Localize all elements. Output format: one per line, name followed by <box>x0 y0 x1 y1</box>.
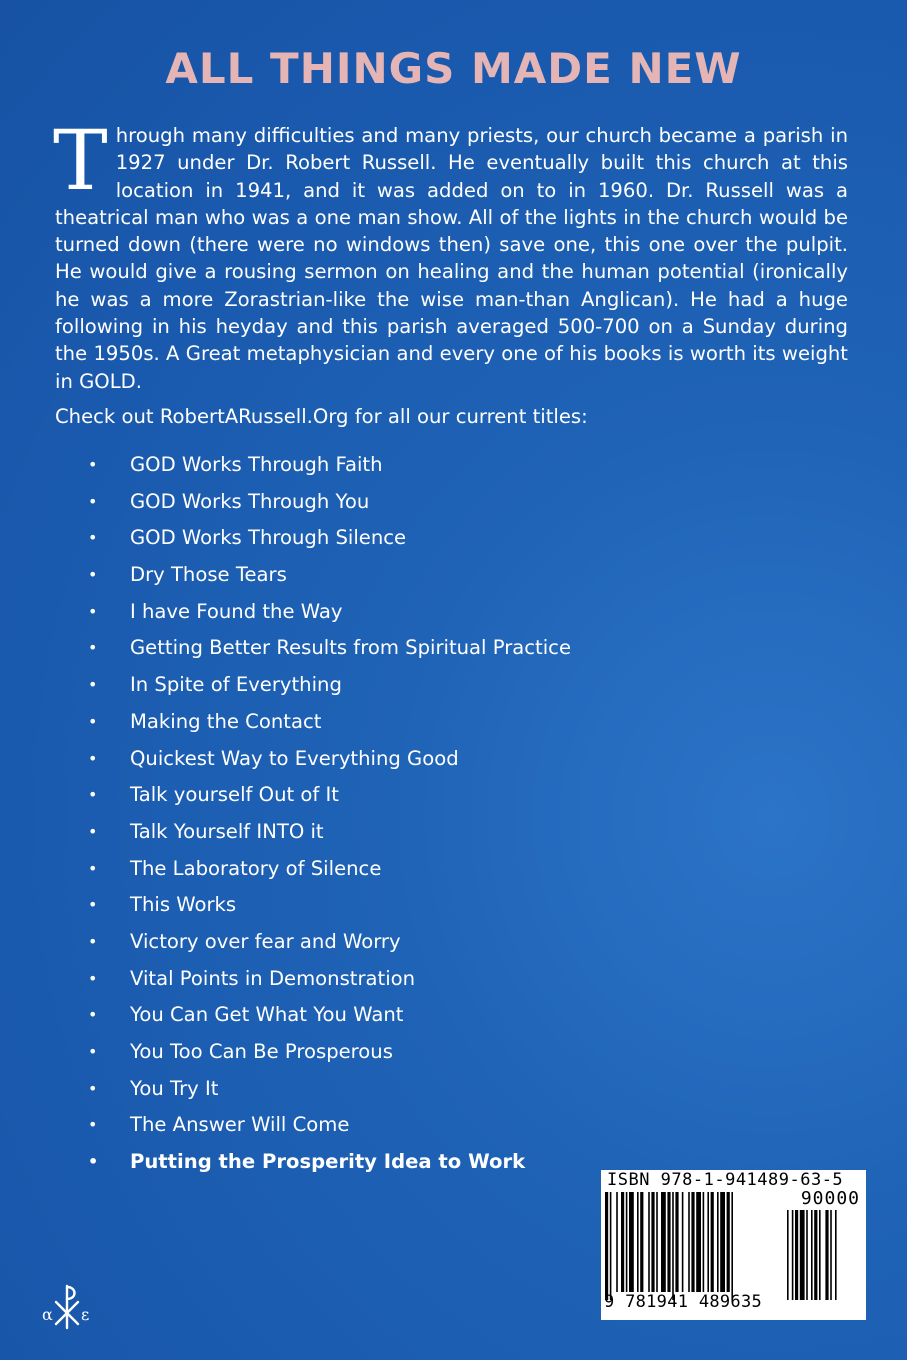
cover-title: ALL THINGS MADE NEW <box>165 44 742 93</box>
book-title-item <box>88 1034 571 1071</box>
svg-text:α: α <box>42 1305 53 1324</box>
book-title-item <box>88 851 571 888</box>
book-title-label: Talk yourself Out of It <box>130 783 339 807</box>
book-title-item <box>88 1144 571 1181</box>
bullet-icon: • <box>88 1078 98 1098</box>
book-title-item <box>88 961 571 998</box>
bullet-icon: • <box>88 748 98 768</box>
book-title-item <box>88 594 571 631</box>
book-title-item <box>88 630 571 667</box>
book-title-item <box>88 997 571 1034</box>
book-title-item <box>88 1071 571 1108</box>
drop-cap: T <box>53 114 108 209</box>
book-title-label: Quickest Way to Everything Good <box>130 746 459 770</box>
book-title-label: Putting the Prosperity Idea to Work <box>130 1150 526 1174</box>
book-title-label: Victory over fear and Worry <box>130 929 401 953</box>
book-title-label: Getting Better Results from Spiritual Practice <box>130 636 571 660</box>
intro-text: hrough many difficulties and many priests, our church became a parish in 1927 under Dr. Robert Russell. He eventually built this church at this location in 1941, and it was added on to in 1960. Dr. Russell was a theatrical man who was a one man show. All of the lights in the church would be turned down (there were no windows then) save one, this one over the pulpit. He would give a rousing sermon on healing and the human potential (ironically he was a more Zorastrian-like the wise man-than Anglican). He had a huge following in his heyday and this parish averaged 500-700 on a Sunday during the 1950s. A Great metaphysician and every one of his books is worth its weight in GOLD. <box>55 124 848 393</box>
book-title-label: In Spite of Everything <box>130 673 342 697</box>
book-title-item <box>88 777 571 814</box>
svg-text:ε: ε <box>81 1305 90 1324</box>
barcode-number: 9 781941 489635 <box>604 1292 763 1312</box>
barcode-addon-number: 90000 <box>800 1188 860 1209</box>
book-title-item <box>88 704 571 741</box>
bullet-icon: • <box>88 638 98 658</box>
bullet-icon: • <box>88 528 98 548</box>
book-title-item <box>88 741 571 778</box>
bullet-icon: • <box>88 601 98 621</box>
book-title-label: Dry Those Tears <box>130 563 287 587</box>
book-title-label: GOD Works Through Silence <box>130 526 407 550</box>
chi-rho-alpha-omega-icon <box>40 1278 94 1332</box>
bullet-icon: • <box>88 858 98 878</box>
bullet-icon: • <box>88 821 98 841</box>
bullet-icon: • <box>88 565 98 585</box>
book-title-label: The Laboratory of Silence <box>130 856 382 880</box>
book-title-item <box>88 814 571 851</box>
bullet-icon: • <box>88 1042 98 1061</box>
isbn-barcode <box>601 1170 866 1320</box>
book-title-label: GOD Works Through You <box>130 489 370 513</box>
bullet-icon: • <box>88 1152 99 1172</box>
bullet-icon: • <box>88 785 98 805</box>
book-title-label: You Too Can Be Prosperous <box>130 1040 393 1063</box>
bullet-icon: • <box>88 968 98 988</box>
book-title-label: You Can Get What You Want <box>130 1003 404 1027</box>
book-title-item <box>88 924 571 961</box>
book-title-item <box>88 667 571 704</box>
book-title-label: GOD Works Through Faith <box>130 453 383 476</box>
book-title-label: Vital Points in Demonstration <box>130 966 416 990</box>
book-title-item <box>88 887 571 924</box>
bullet-icon: • <box>88 711 98 731</box>
book-title-item <box>88 557 571 594</box>
book-title-label: Making the Contact <box>130 709 322 733</box>
intro-paragraph <box>53 114 848 395</box>
bullet-icon: • <box>88 1115 98 1135</box>
book-title-item <box>88 484 571 521</box>
bullet-icon: • <box>88 895 98 915</box>
book-title-label: Talk Yourself INTO it <box>130 819 324 843</box>
bullet-icon: • <box>88 491 98 511</box>
bullet-icon: • <box>88 455 98 474</box>
titles-callout: Check out RobertARussell.Org for all our current titles: <box>55 405 588 428</box>
book-title-label: I have Found the Way <box>130 599 343 623</box>
bullet-icon: • <box>88 1005 98 1025</box>
bullet-icon: • <box>88 931 98 951</box>
book-title-label: This Works <box>130 893 237 917</box>
book-title-list <box>88 447 571 1181</box>
book-title-label: You Try It <box>130 1076 219 1100</box>
bullet-icon: • <box>88 675 98 695</box>
isbn-label: ISBN 978-1-941489-63-5 <box>607 1170 844 1190</box>
book-title-item <box>88 520 571 557</box>
book-title-label: The Answer Will Come <box>130 1113 350 1137</box>
book-title-item <box>88 447 571 484</box>
book-title-item <box>88 1107 571 1144</box>
